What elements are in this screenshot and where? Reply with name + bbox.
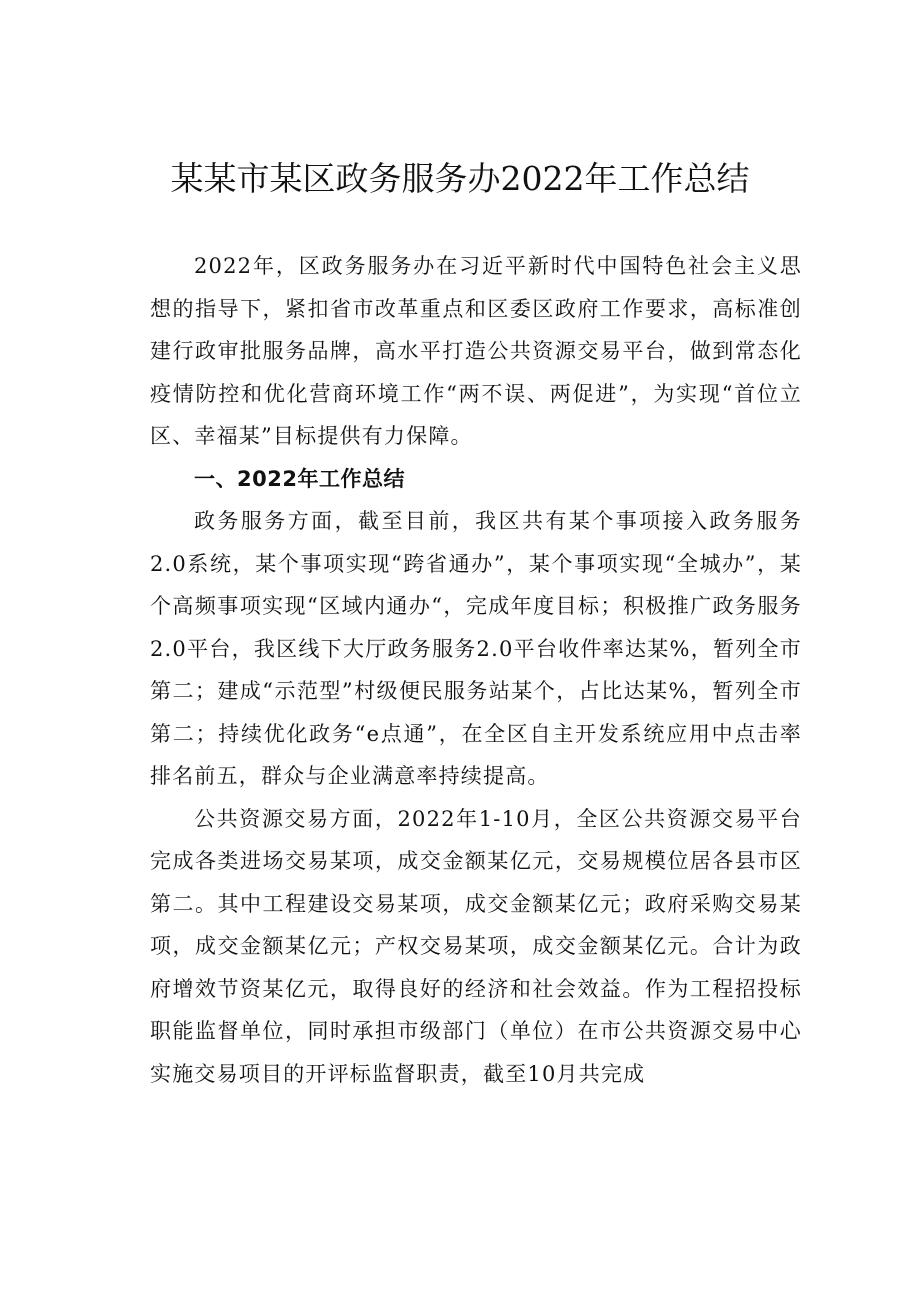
document-title: 某某市某区政务服务办2022年工作总结: [170, 159, 750, 198]
section-heading-work-summary: 一、2022年工作总结: [194, 466, 405, 491]
paragraph-government-services: 政务服务方面，截至目前，我区共有某个事项接入政务服务2.0系统，某个事项实现“跨省通办”，某个事项实现“全城办”，某个高频事项实现“区域内通办“，完成年度目标；积极推广政务服务2.0平台，我区线下大厅政务服务2.0平台收件率达某%，暂列全市第二；建成“示范型”村级便民服务站某个，占比达某%，暂列全市第二；持续优化政务“e点通”，在全区自主开发系统应用中点击率排名前五，群众与企业满意率持续提高。: [150, 509, 802, 788]
document-body: [150, 245, 802, 1095]
intro-paragraph: 2022年，区政务服务办在习近平新时代中国特色社会主义思想的指导下，紧扣省市改革重点和区委区政府工作要求，高标准创建行政审批服务品牌，高水平打造公共资源交易平台，做到常态化疫情防控和优化营商环境工作“两不误、两促进”，为实现“首位立区、幸福某”目标提供有力保障。: [150, 254, 802, 448]
paragraph-public-resources: 公共资源交易方面，2022年1-10月，全区公共资源交易平台完成各类进场交易某项，成交金额某亿元，交易规模位居各县市区第二。其中工程建设交易某项，成交金额某亿元；政府采购交易某项，成交金额某亿元；产权交易某项，成交金额某亿元。合计为政府增效节资某亿元，取得良好的经济和社会效益。作为工程招投标职能监督单位，同时承担市级部门（单位）在市公共资源交易中心实施交易项目的开评标监督职责，截至10月共完成: [150, 806, 802, 1086]
